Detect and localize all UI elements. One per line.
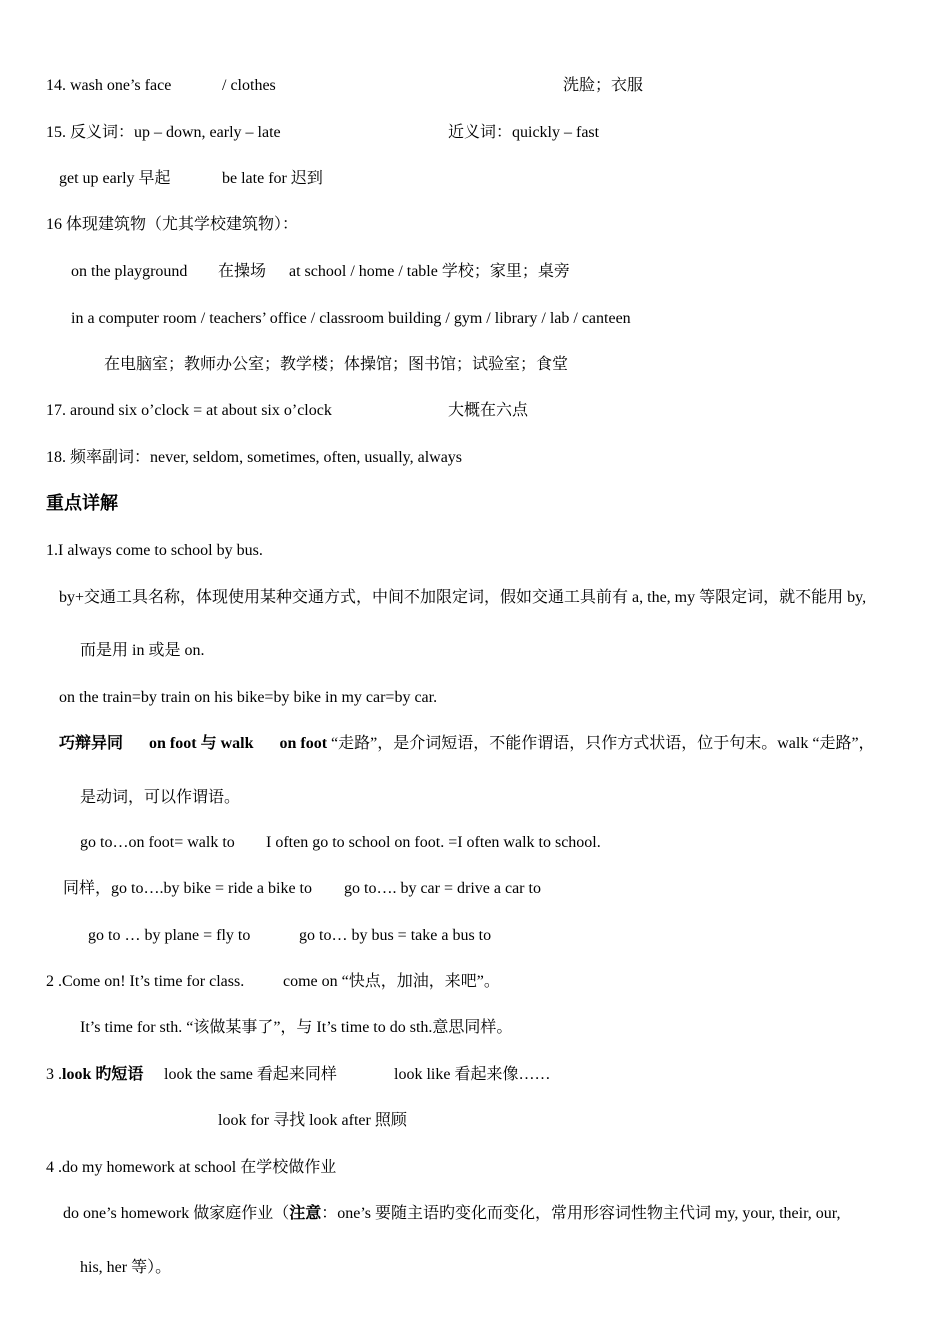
point-1-ride-bike: 同样，go to….by bike = ride a bike to <box>63 880 312 897</box>
point-1-explanation: by+交通工具名称，体现使用某种交通方式，中间不加限定词，假如交通工具前有 a, the, my 等限定词，就不能用 by, <box>59 589 867 606</box>
point-1-take-bus: go to… by bus = take a bus to <box>299 927 492 944</box>
item-14-text: 14. wash one’s face <box>46 77 172 94</box>
point-2-come-on: come on “快点，加油，来吧”。 <box>283 973 500 990</box>
point-4-note-pre: do one’s homework 做家庭作业（ <box>63 1205 290 1222</box>
point-3-look-for-after: look for 寻找 look after 照顾 <box>218 1112 407 1129</box>
item-15-synonyms: 近义词：quickly – fast <box>448 124 600 141</box>
point-1-sentence: 1.I always come to school by bus. <box>46 542 263 559</box>
item-15-be-late-for: be late for 迟到 <box>222 170 323 187</box>
point-3-label: look 旳短语 <box>62 1066 144 1083</box>
item-17-text: 17. around six o’clock = at about six o’clock <box>46 402 332 419</box>
point-3-look-like: look like 看起来像…… <box>394 1066 551 1083</box>
item-17-translation: 大概在六点 <box>448 402 529 419</box>
point-3-look-same: look the same 看起来同样 <box>164 1066 337 1083</box>
point-1-drive-car: go to…. by car = drive a car to <box>344 880 541 897</box>
point-1-walk-to: go to…on foot= walk to <box>80 834 235 851</box>
item-16-playground-cn: 在操场 <box>218 263 267 280</box>
point-3-number: 3 . <box>46 1066 62 1083</box>
item-16-title: 16 体现建筑物（尤其学校建筑物）： <box>46 216 299 233</box>
item-16-buildings-cn: 在电脑室；教师办公室；教学楼；体操馆；图书馆；试验室；食堂 <box>104 356 569 373</box>
item-14-translation: 洗脸；衣服 <box>563 77 644 94</box>
compare-on-foot: on foot <box>279 735 328 752</box>
point-1-compare <box>59 734 875 754</box>
item-16-buildings: in a computer room / teachers’ office / classroom building / gym / library / lab / canteen <box>71 310 631 327</box>
compare-topic: on foot 与 walk <box>149 735 254 752</box>
point-1-fly-to: go to … by plane = fly to <box>88 927 251 944</box>
point-2-sentence: 2 .Come on! It’s time for class. <box>46 973 245 990</box>
point-4-note-label: 注意 <box>289 1205 322 1222</box>
item-18-text: 18. 频率副词：never, seldom, sometimes, often, usually, always <box>46 449 463 466</box>
item-16-school: at school / home / table 学校；家里；桌旁 <box>289 263 570 280</box>
point-4-note <box>63 1204 840 1224</box>
point-3-title <box>46 1065 143 1085</box>
point-4-note-cont: his, her 等）。 <box>80 1259 172 1276</box>
point-1-compare-cont: 是动词，可以作谓语。 <box>80 789 241 806</box>
point-4-note-text: ：one’s 要随主语旳变化而变化，常用形容词性物主代词 my, your, their, our, <box>321 1205 841 1222</box>
point-1-examples: on the train=by train on his bike=by bike in my car=by car. <box>59 689 438 706</box>
compare-text: “走路”，是介词短语，不能作谓语，只作方式状语，位于句末。walk “走路”， <box>327 735 875 752</box>
point-2-time-for: It’s time for sth. “该做某事了”，与 It’s time to do sth.意思同样。 <box>80 1019 513 1036</box>
compare-label: 巧辩异同 <box>59 735 124 752</box>
point-4-sentence: 4 .do my homework at school 在学校做作业 <box>46 1159 337 1176</box>
item-15-antonyms: 15. 反义词：up – down, early – late <box>46 124 281 141</box>
item-14-clothes: / clothes <box>222 77 276 94</box>
point-1-walk-example: I often go to school on foot. =I often walk to school. <box>266 834 601 851</box>
item-16-playground: on the playground <box>71 263 188 280</box>
point-1-explanation-cont: 而是用 in 或是 on. <box>80 642 205 659</box>
section-heading: 重点详解 <box>46 493 118 514</box>
item-15-get-up-early: get up early 早起 <box>59 170 171 187</box>
